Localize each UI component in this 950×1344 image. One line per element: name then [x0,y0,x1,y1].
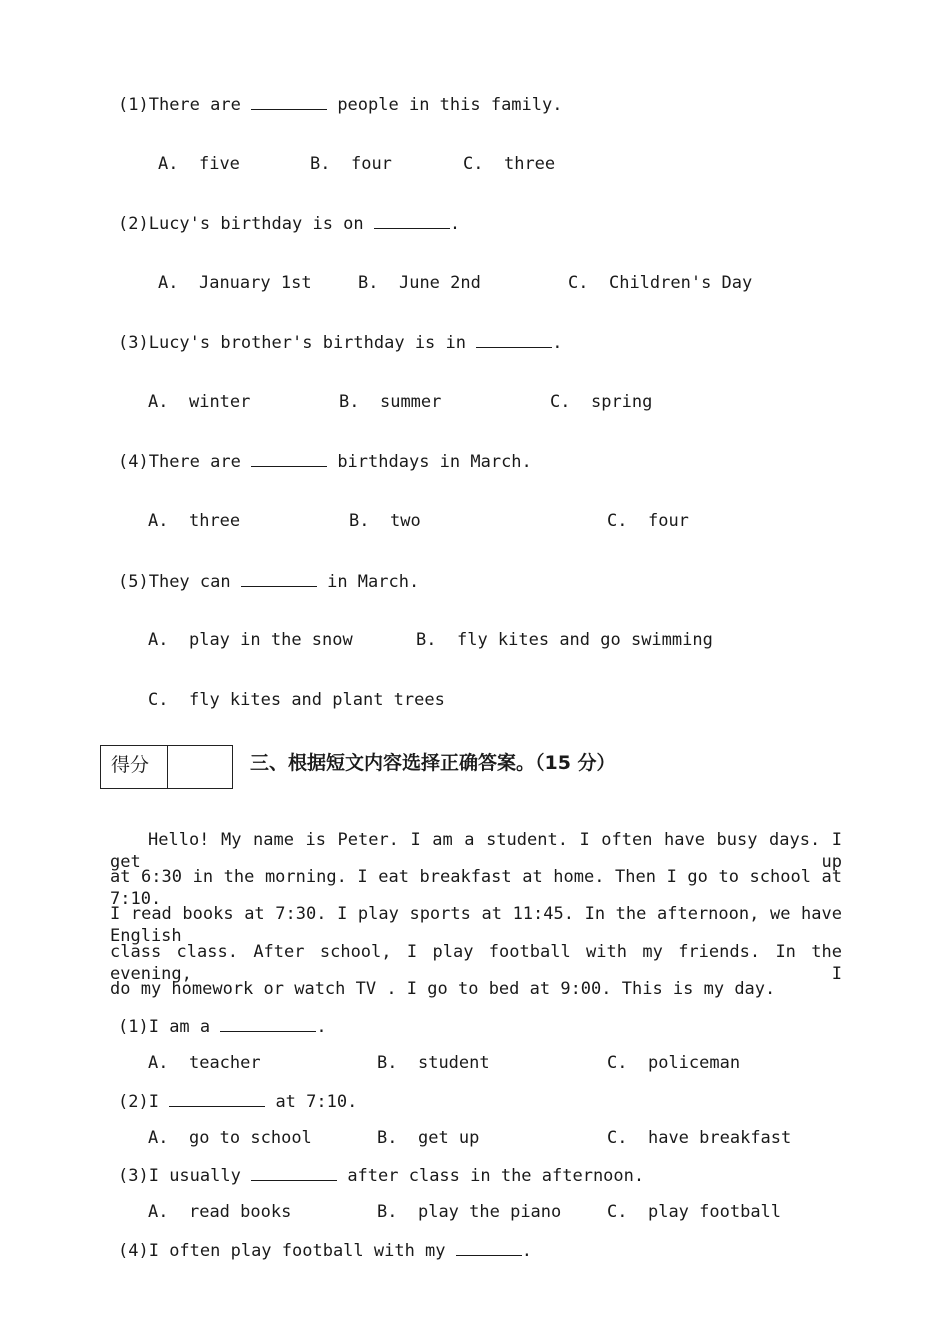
answer-blank[interactable] [241,570,317,587]
answer-blank[interactable] [456,1239,522,1256]
section-title: 三、根据短文内容选择正确答案。（15 分） [250,752,616,774]
option-a: A. teacher [148,1053,261,1073]
option-b: B. June 2nd [358,273,481,293]
passage-line: Hello! My name is Peter. I am a student. I often have busy days. I get up [110,830,842,872]
option-c: C. four [607,511,689,531]
option-c: C. three [463,154,556,174]
question-3: (3)I usually after class in the afternoon. [118,1166,645,1186]
option-b: B. four [310,154,392,174]
option-c: C. Children's Day [568,273,753,293]
option-b: B. two [349,511,421,531]
option-a: A. read books [148,1202,292,1222]
passage-line: at 6:30 in the morning. I eat breakfast at home. Then I go to school at 7:10. [110,867,842,909]
option-a: A. winter [148,392,251,412]
option-b: B. play the piano [377,1202,562,1222]
option-b: B. get up [377,1128,480,1148]
option-c: C. play football [607,1202,782,1222]
passage-line: I read books at 7:30. I play sports at 11:45. In the afternoon, we have English [110,904,842,946]
option-b: B. student [377,1053,490,1073]
answer-blank[interactable] [251,1164,337,1181]
answer-blank[interactable] [476,331,552,348]
passage-line: class class. After school, I play football with my friends. In the evening, I [110,942,842,984]
answer-blank[interactable] [251,93,327,110]
score-divider [167,746,168,788]
option-a: A. go to school [148,1128,312,1148]
option-c: C. spring [550,392,653,412]
score-label: 得分 [111,754,150,776]
score-box [100,745,233,789]
option-b: B. summer [339,392,442,412]
answer-blank[interactable] [169,1090,265,1107]
option-a: A. January 1st [158,273,312,293]
option-a: A. play in the snow [148,630,353,650]
answer-blank[interactable] [374,212,450,229]
option-c: C. have breakfast [607,1128,792,1148]
option-b: B. fly kites and go swimming [416,630,713,650]
option-c: C. fly kites and plant trees [148,690,445,710]
question-3: (3)Lucy's brother's birthday is in . [118,333,563,353]
passage-line: do my homework or watch TV . I go to bed at 9:00. This is my day. [110,979,776,999]
option-a: A. three [148,511,241,531]
question-2: (2)I at 7:10. [118,1092,358,1112]
question-5: (5)They can in March. [118,572,420,592]
question-1: (1)There are people in this family. [118,95,563,115]
question-4: (4)There are birthdays in March. [118,452,532,472]
option-a: A. five [158,154,240,174]
question-2: (2)Lucy's birthday is on . [118,214,461,234]
option-c: C. policeman [607,1053,741,1073]
answer-blank[interactable] [251,450,327,467]
answer-blank[interactable] [220,1015,316,1032]
question-4: (4)I often play football with my . [118,1241,533,1261]
question-1: (1)I am a . [118,1017,327,1037]
